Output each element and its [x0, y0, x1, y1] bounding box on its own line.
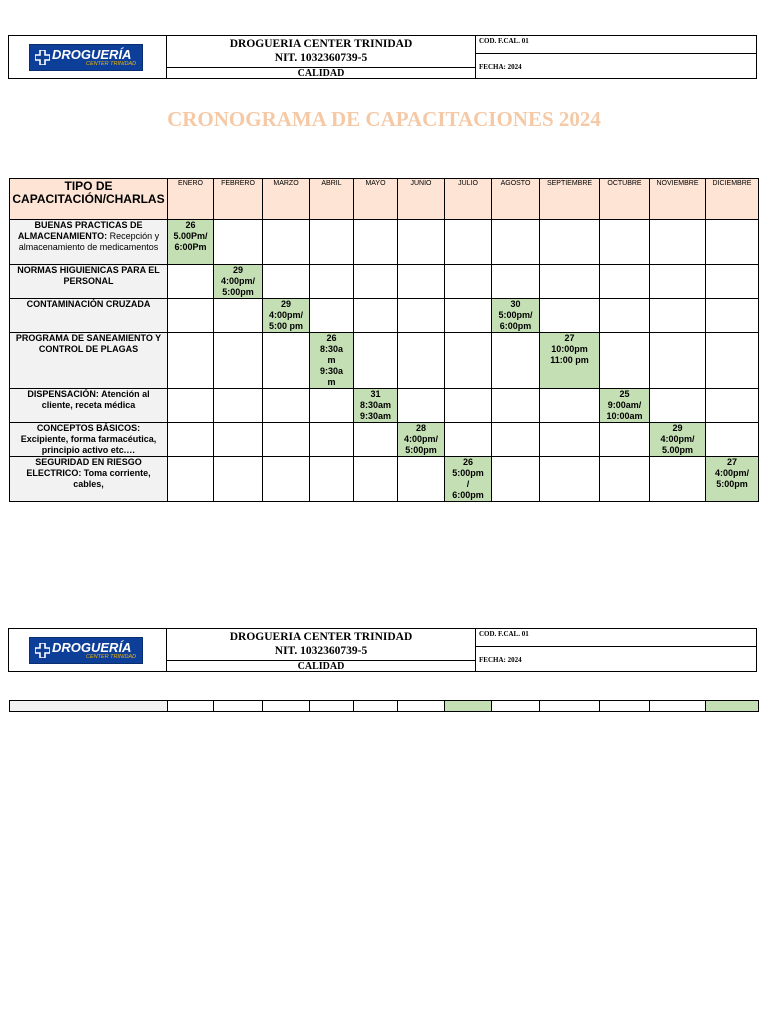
empty-cell [540, 265, 600, 299]
table-row [10, 220, 759, 265]
scheduled-session-cell: 26 8:30a m 9:30a m [310, 333, 354, 389]
type-column-header: TIPO DE CAPACITACIÓN/CHARLAS [10, 179, 168, 220]
empty-cell [706, 389, 759, 423]
training-type-cell [10, 265, 168, 299]
scheduled-session-cell: 26 5:00pm / 6:00pm [445, 457, 492, 502]
department-label: CALIDAD [297, 661, 345, 672]
training-title: DISPENSACIÓN: Atención al cliente, receta médica [27, 389, 150, 410]
empty-cell [310, 457, 354, 502]
table-row [10, 333, 759, 389]
empty-cell [168, 265, 214, 299]
type-cell [10, 701, 168, 712]
empty-cell [263, 220, 310, 265]
empty-cell [214, 423, 263, 457]
empty-cell [168, 299, 214, 333]
continuation-table-strip [9, 700, 759, 712]
divider [476, 53, 756, 54]
empty-cell [168, 701, 214, 712]
empty-cell [540, 457, 600, 502]
empty-cell [214, 701, 263, 712]
logo-text: DROGUERÍA [52, 47, 132, 62]
month-header: ENERO [168, 179, 214, 220]
empty-cell [492, 423, 540, 457]
empty-cell [650, 701, 706, 712]
training-type-cell [10, 389, 168, 423]
training-title: SEGURIDAD EN RIESGO ELECTRICO: Toma corriente, cables, [26, 457, 151, 489]
table-row [10, 423, 759, 457]
empty-cell [310, 389, 354, 423]
empty-cell [445, 299, 492, 333]
training-title: NORMAS HIGUIENICAS PARA EL PERSONAL [17, 265, 160, 286]
empty-cell [168, 333, 214, 389]
empty-cell [600, 701, 650, 712]
empty-cell [706, 265, 759, 299]
empty-cell [398, 701, 445, 712]
month-header: JULIO [445, 179, 492, 220]
scheduled-session-cell: 30 5:00pm/ 6:00pm [492, 299, 540, 333]
page-title: CRONOGRAMA DE CAPACITACIONES 2024 [167, 107, 601, 131]
month-header: OCTUBRE [600, 179, 650, 220]
company-nit: NIT. 1032360739-5 [274, 52, 368, 64]
empty-cell [263, 265, 310, 299]
empty-cell [398, 457, 445, 502]
empty-cell [263, 333, 310, 389]
empty-cell [398, 389, 445, 423]
scheduled-session-cell: 29 4:00pm/ 5.00pm [650, 423, 706, 457]
empty-cell [540, 423, 600, 457]
empty-cell [445, 423, 492, 457]
training-title: CONCEPTOS BÁSICOS: Excipiente, forma farmacéutica, principio activo etc.… [20, 423, 157, 455]
empty-cell [354, 265, 398, 299]
training-type-cell [10, 220, 168, 265]
company-logo [29, 637, 143, 664]
document-date: FECHA: 2024 [479, 656, 522, 664]
empty-cell [650, 220, 706, 265]
empty-cell [398, 299, 445, 333]
empty-cell [600, 333, 650, 389]
empty-cell [445, 265, 492, 299]
empty-cell [540, 701, 600, 712]
training-title: CONTAMINACIÓN CRUZADA [26, 299, 151, 309]
empty-cell [214, 299, 263, 333]
empty-cell [492, 701, 540, 712]
company-nit: NIT. 1032360739-5 [274, 645, 368, 657]
empty-cell [354, 423, 398, 457]
company-name: DROGUERIA CENTER TRINIDAD [229, 38, 413, 50]
training-schedule-table [9, 178, 759, 502]
table-header-row [10, 179, 759, 220]
empty-cell [650, 389, 706, 423]
empty-cell [168, 457, 214, 502]
empty-cell [650, 457, 706, 502]
empty-cell [310, 265, 354, 299]
table-row [10, 457, 759, 502]
document-meta [476, 629, 756, 671]
month-header: JUNIO [398, 179, 445, 220]
empty-cell [354, 457, 398, 502]
empty-cell [354, 701, 398, 712]
empty-cell [540, 389, 600, 423]
training-type-cell [10, 299, 168, 333]
logo-subtext: CENTER TRINIDAD [86, 61, 137, 67]
empty-cell [706, 220, 759, 265]
empty-cell [492, 333, 540, 389]
training-title: PROGRAMA DE SANEAMIENTO Y CONTROL DE PLAGAS [15, 333, 162, 354]
empty-cell [310, 423, 354, 457]
empty-cell [398, 333, 445, 389]
empty-cell [263, 423, 310, 457]
empty-cell [600, 299, 650, 333]
training-type-cell [10, 457, 168, 502]
empty-cell [310, 701, 354, 712]
empty-cell [706, 423, 759, 457]
training-type-cell [10, 423, 168, 457]
document-header-page-2 [8, 628, 757, 672]
empty-cell [354, 220, 398, 265]
month-header: FEBRERO [214, 179, 263, 220]
medical-cross-icon [35, 50, 50, 65]
company-logo [29, 44, 143, 71]
empty-cell [600, 220, 650, 265]
document-code: COD. F.CAL. 01 [479, 630, 529, 638]
empty-cell [492, 265, 540, 299]
month-header: MARZO [263, 179, 310, 220]
table-row [10, 299, 759, 333]
scheduled-session-cell: 28 4:00pm/ 5:00pm [398, 423, 445, 457]
empty-cell [600, 457, 650, 502]
empty-cell [214, 457, 263, 502]
empty-cell [600, 423, 650, 457]
empty-cell [168, 389, 214, 423]
scheduled-session-cell: 31 8:30am 9:30am [354, 389, 398, 423]
logo-subtext: CENTER TRINIDAD [86, 654, 137, 660]
empty-cell [650, 333, 706, 389]
company-info [167, 629, 476, 671]
month-header: ABRIL [310, 179, 354, 220]
empty-cell [706, 333, 759, 389]
month-header: DICIEMBRE [706, 179, 759, 220]
scheduled-session-cell: 29 4:00pm/ 5:00pm [214, 265, 263, 299]
empty-cell [310, 220, 354, 265]
scheduled-session-cell: 26 5.00Pm/ 6:00Pm [168, 220, 214, 265]
scheduled-session-cell: 27 10:00pm 11:00 pm [540, 333, 600, 389]
empty-cell [650, 299, 706, 333]
training-detail: Recepción y almacenamiento de medicamentos [18, 231, 160, 252]
empty-cell [263, 701, 310, 712]
empty-cell [445, 389, 492, 423]
empty-cell [650, 265, 706, 299]
logo-cell [9, 629, 167, 671]
empty-cell [600, 265, 650, 299]
empty-cell [492, 220, 540, 265]
scheduled-session-cell: 27 4:00pm/ 5:00pm [706, 457, 759, 502]
document-code: COD. F.CAL. 01 [479, 37, 529, 45]
department-label: CALIDAD [297, 68, 345, 79]
logo-text: DROGUERÍA [52, 640, 132, 655]
empty-cell [540, 299, 600, 333]
month-header: MAYO [354, 179, 398, 220]
table-row [10, 265, 759, 299]
empty-cell [214, 333, 263, 389]
document-meta [476, 36, 756, 78]
scheduled-session-cell [445, 701, 492, 712]
document-date: FECHA: 2024 [479, 63, 522, 71]
month-header: NOVIEMBRE [650, 179, 706, 220]
divider [476, 646, 756, 647]
empty-cell [445, 333, 492, 389]
empty-cell [354, 299, 398, 333]
empty-cell [310, 299, 354, 333]
company-name: DROGUERIA CENTER TRINIDAD [229, 631, 413, 643]
scheduled-session-cell: 25 9:00am/ 10:00am [600, 389, 650, 423]
table-row [10, 701, 759, 712]
empty-cell [540, 220, 600, 265]
empty-cell [492, 389, 540, 423]
scheduled-session-cell: 29 4:00pm/ 5:00 pm [263, 299, 310, 333]
empty-cell [445, 220, 492, 265]
table-row [10, 389, 759, 423]
document-header [8, 35, 757, 79]
month-header: AGOSTO [492, 179, 540, 220]
scheduled-session-cell [706, 701, 759, 712]
company-info [167, 36, 476, 78]
empty-cell [354, 333, 398, 389]
empty-cell [214, 220, 263, 265]
logo-cell [9, 36, 167, 78]
training-title: BUENAS PRACTICAS DE ALMACENAMIENTO: [17, 220, 143, 241]
empty-cell [398, 265, 445, 299]
training-type-cell [10, 333, 168, 389]
empty-cell [214, 389, 263, 423]
empty-cell [398, 220, 445, 265]
month-header: SEPTIEMBRE [540, 179, 600, 220]
empty-cell [706, 299, 759, 333]
empty-cell [263, 389, 310, 423]
medical-cross-icon [35, 643, 50, 658]
empty-cell [492, 457, 540, 502]
empty-cell [263, 457, 310, 502]
empty-cell [168, 423, 214, 457]
